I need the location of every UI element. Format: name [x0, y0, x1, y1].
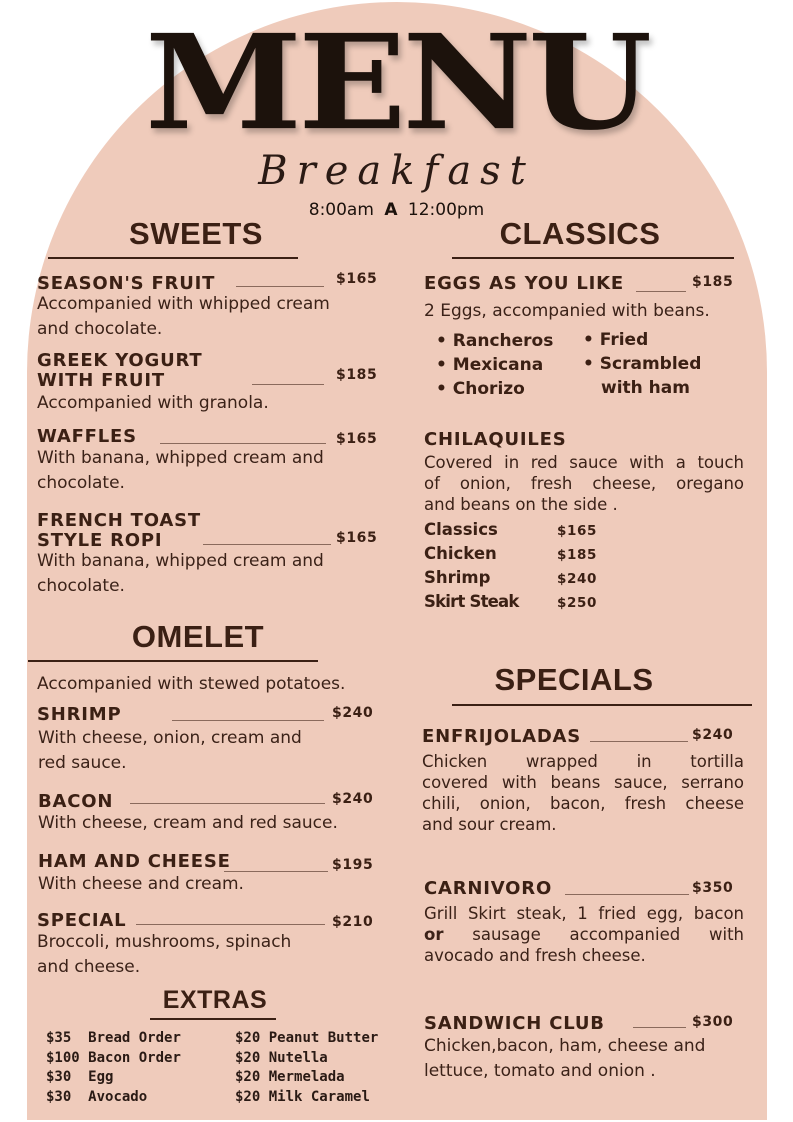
item-price-special: $210 — [332, 914, 374, 930]
item-name-bacon: BACON — [38, 791, 114, 812]
item-desc-sandwich-club-2: lettuce, tomato and onion . — [424, 1061, 656, 1081]
item-desc-greek-yogurt: Accompanied with granola. — [37, 393, 269, 413]
section-title-extras: EXTRAS — [162, 986, 268, 1014]
extra-item — [235, 1029, 378, 1049]
dot-leader — [236, 286, 324, 287]
item-price-ham-and-cheese: $195 — [332, 857, 374, 873]
dot-leader — [633, 1027, 686, 1028]
variant-name: Classics — [424, 520, 498, 539]
item-name-seasons-fruit: SEASON'S FRUIT — [37, 273, 216, 294]
item-name-sandwich-club: SANDWICH CLUB — [424, 1013, 605, 1034]
desc-bold-word: or — [424, 925, 444, 944]
desc-line: covered with beans sauce, serrano — [422, 773, 744, 792]
extra-item — [46, 1068, 181, 1088]
extra-price: $30 — [46, 1069, 80, 1085]
egg-option-label: Chorizo — [452, 379, 525, 399]
eggs-options-left — [436, 329, 553, 401]
extra-name: Egg — [88, 1069, 114, 1085]
egg-option-continued: with ham — [601, 378, 690, 398]
item-name-greek-yogurt-2: WITH FRUIT — [37, 370, 165, 391]
menu-subtitle: Breakfast — [258, 148, 535, 194]
variant-name: Shrimp — [424, 568, 491, 587]
item-name-french-toast-2: STYLE ROPI — [37, 530, 163, 551]
item-price-bacon: $240 — [332, 791, 374, 807]
item-desc-seasons-fruit-1: Accompanied with whipped cream — [37, 294, 330, 314]
desc-line — [424, 924, 744, 945]
egg-option-label: Fried — [599, 330, 649, 350]
extra-price: $30 — [46, 1088, 80, 1105]
item-price-carnivoro: $350 — [692, 880, 734, 896]
dot-leader — [636, 291, 686, 292]
item-desc-carnivoro — [424, 903, 744, 966]
item-desc-waffles-2: chocolate. — [37, 473, 125, 493]
item-name-greek-yogurt-1: GREEK YOGURT — [37, 350, 203, 371]
extra-name: Avocado — [88, 1088, 148, 1105]
item-desc-seasons-fruit-2: and chocolate. — [37, 319, 163, 339]
desc-text: sausage accompanied with — [443, 925, 744, 944]
omelet-intro: Accompanied with stewed potatoes. — [37, 674, 346, 694]
egg-option: • Mexicana — [436, 355, 544, 375]
item-desc-waffles-1: With banana, whipped cream and — [37, 448, 324, 468]
section-rule-sweets — [48, 257, 298, 259]
item-price-waffles: $165 — [336, 431, 378, 447]
egg-option: • Rancheros — [436, 331, 554, 351]
item-desc-sandwich-club-1: Chicken,bacon, ham, cheese and — [424, 1036, 706, 1056]
extra-name: Peanut Butter — [268, 1030, 379, 1046]
item-name-chilaquiles: CHILAQUILES — [424, 429, 567, 450]
item-price-greek-yogurt: $185 — [336, 367, 378, 383]
variant-name: Skirt Steak — [424, 592, 519, 611]
item-name-ham-and-cheese: HAM AND CHEESE — [38, 851, 231, 872]
item-price-enfrijoladas: $240 — [692, 727, 734, 743]
item-name-special: SPECIAL — [37, 910, 127, 931]
item-price-seasons-fruit: $165 — [336, 271, 378, 287]
desc-line: chili, onion, bacon, fresh cheese — [422, 794, 744, 813]
extra-item — [235, 1068, 378, 1088]
variant-price: $250 — [557, 595, 597, 611]
dot-leader — [130, 803, 325, 804]
extra-name: Milk Caramel — [268, 1088, 370, 1105]
item-desc-shrimp-1: With cheese, onion, cream and — [38, 728, 302, 748]
dot-leader — [590, 741, 688, 742]
item-desc-special-2: and cheese. — [37, 957, 141, 977]
item-desc-special-1: Broccoli, mushrooms, spinach — [37, 932, 292, 952]
section-rule-omelet — [28, 660, 318, 662]
desc-line: and beans on the side . — [424, 495, 618, 514]
egg-option-label: Mexicana — [452, 355, 544, 375]
dot-leader — [160, 443, 326, 444]
section-rule-classics — [452, 257, 734, 259]
desc-line: avocado and fresh cheese. — [424, 946, 646, 965]
extra-price: $20 — [235, 1088, 261, 1105]
variant-price: $185 — [557, 547, 597, 563]
dot-leader — [136, 924, 325, 925]
hours-separator: A — [384, 200, 398, 220]
eggs-options-right — [583, 328, 701, 400]
hours-close: 12:00pm — [407, 200, 485, 220]
section-rule-specials — [452, 704, 752, 706]
desc-line: Covered in red sauce with a touch — [424, 453, 744, 472]
menu-title: MENU — [144, 6, 649, 160]
desc-line: Grill Skirt steak, 1 fried egg, bacon — [424, 904, 744, 923]
extra-price: $100 — [46, 1049, 80, 1066]
extra-price: $20 — [235, 1030, 261, 1046]
section-title-specials: SPECIALS — [494, 662, 654, 697]
egg-option: • Scrambled — [583, 354, 702, 374]
item-price-french-toast: $165 — [336, 530, 378, 546]
extra-price: $35 — [46, 1030, 80, 1046]
dot-leader — [172, 720, 324, 721]
egg-option: • Chorizo — [436, 379, 525, 399]
extra-item — [46, 1088, 181, 1108]
dot-leader — [203, 544, 331, 545]
variant-price: $165 — [557, 523, 597, 539]
extra-name: Bacon Order — [88, 1049, 181, 1066]
section-title-omelet: OMELET — [131, 619, 265, 654]
extra-item — [46, 1049, 181, 1069]
item-desc-chilaquiles — [424, 452, 744, 515]
item-name-eggs-as-you-like: EGGS AS YOU LIKE — [424, 273, 625, 294]
egg-option-label: Rancheros — [452, 331, 554, 351]
item-desc-french-toast-1: With banana, whipped cream and — [37, 551, 324, 571]
dot-leader — [252, 384, 324, 385]
variant-name: Chicken — [424, 544, 497, 563]
item-desc-enfrijoladas — [422, 751, 744, 835]
egg-option: • Fried — [583, 330, 649, 350]
desc-line: and sour cream. — [422, 815, 557, 834]
extra-price: $20 — [235, 1049, 261, 1066]
extra-item — [46, 1029, 181, 1049]
desc-line: of onion, fresh cheese, oregano — [424, 474, 744, 493]
section-title-sweets: SWEETS — [129, 216, 263, 251]
section-title-classics: CLASSICS — [499, 216, 661, 251]
item-desc-french-toast-2: chocolate. — [37, 576, 125, 596]
item-name-french-toast-1: FRENCH TOAST — [37, 510, 201, 531]
desc-line: Chicken wrapped in tortilla — [422, 752, 744, 771]
item-price-eggs-as-you-like: $185 — [692, 274, 734, 290]
item-name-carnivoro: CARNIVORO — [424, 878, 553, 899]
item-desc-bacon: With cheese, cream and red sauce. — [38, 813, 338, 833]
extra-item — [235, 1049, 378, 1069]
extra-name: Mermelada — [268, 1069, 345, 1085]
dot-leader — [565, 894, 689, 895]
egg-option-label: Scrambled — [599, 354, 702, 374]
item-name-enfrijoladas: ENFRIJOLADAS — [422, 726, 582, 747]
section-rule-extras — [150, 1018, 276, 1020]
variant-price: $240 — [557, 571, 597, 587]
extras-right-list — [235, 1029, 378, 1107]
extra-name: Bread Order — [88, 1030, 181, 1046]
item-desc-shrimp-2: red sauce. — [38, 753, 127, 773]
item-price-shrimp: $240 — [332, 705, 374, 721]
item-price-sandwich-club: $300 — [692, 1014, 734, 1030]
extra-name: Nutella — [268, 1049, 328, 1066]
item-name-shrimp: SHRIMP — [37, 704, 122, 725]
extra-price: $20 — [235, 1069, 261, 1085]
item-desc-eggs: 2 Eggs, accompanied with beans. — [424, 301, 710, 321]
item-desc-ham-and-cheese: With cheese and cream. — [38, 874, 244, 894]
hours-open: 8:00am — [308, 200, 374, 220]
extra-item — [235, 1088, 378, 1108]
item-name-waffles: WAFFLES — [37, 426, 137, 447]
extras-left-list — [46, 1029, 181, 1107]
